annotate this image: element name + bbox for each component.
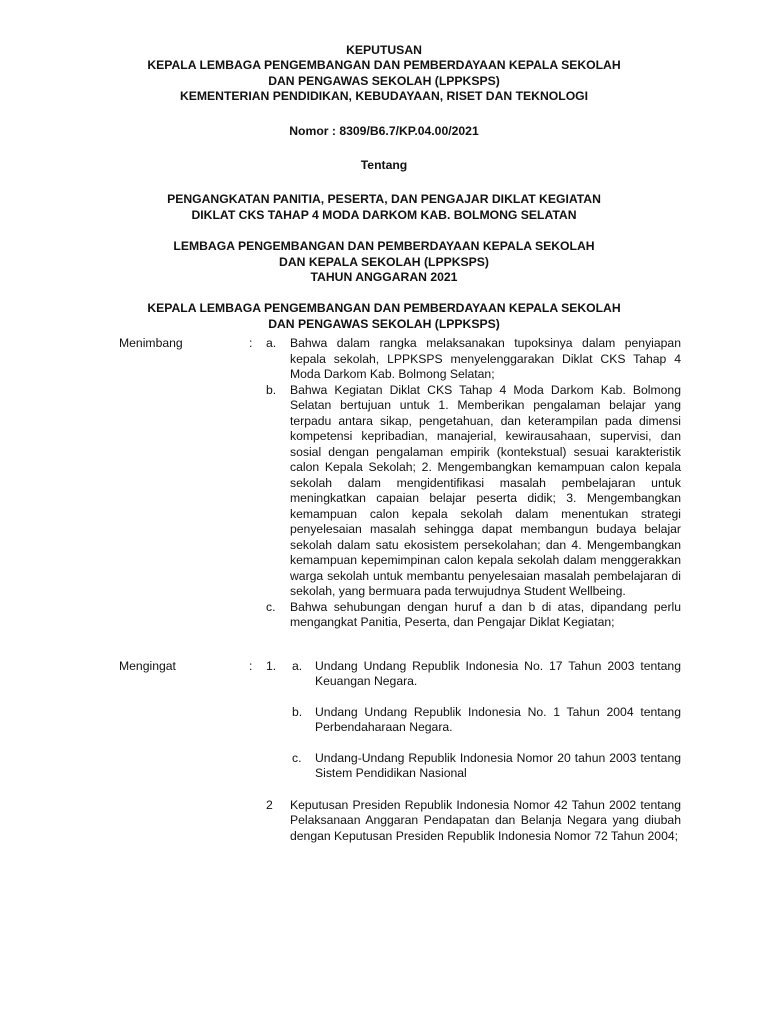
item-marker: c. [266,599,276,614]
item-marker: 1. [266,658,277,673]
header-line: KEPALA LEMBAGA PENGEMBANGAN DAN PEMBERDAYAAN KEPALA SEKOLAH [147,58,621,73]
subitem-marker: c. [292,750,302,765]
colon: : [249,336,253,350]
item-marker: 2 [266,797,273,812]
subitem-marker: b. [292,704,303,719]
colon: : [249,658,253,673]
document-body [119,336,681,844]
subject-line: PENGANGKATAN PANITIA, PESERTA, DAN PENGAJAR DIKLAT KEGIATAN [167,192,601,207]
item-text: Bahwa Kegiatan Diklat CKS Tahap 4 Moda Darkom Kab. Bolmong Selatan bertujuan untuk 1. Memberikan pengalaman belajar yang terpadu antara sikap, pengetahuan, dan keterampilan pada dimensi kompetensi kepribadian, manajerial, kewirausahaan, supervisi, dan sosial dengan pengalaman empirik (kontekstual) sesuai karakteristik calon Kepala Sekolah; 2. Mengembangkan kemampuan calon kepala sekolah dalam mengidentifikasi masalah pembelajaran untuk meningkatkan capaian belajar peserta didik; 3. Mengembangkan kemampuan calon kepala sekolah dalam menentukan strategi penyelesaian masalah sehingga dapat membangun budaya belajar sekolah dalam satu ekosistem persekolahan; dan 4. Mengembangkan kemampuan kepemimpinan calon kepala sekolah dalam menggerakkan warga sekolah untuk membantu penyelesaian masalah pembelajaran di sekolah, yang bermuara pada terwujudnya Student Wellbeing. [290,382,681,598]
document-header [0,43,768,332]
tentang-label: Tentang [360,158,408,173]
institution-line: DAN KEPALA SEKOLAH (LPPKSPS) [279,254,489,269]
institution-line: LEMBAGA PENGEMBANGAN DAN PEMBERDAYAAN KEPALA SEKOLAH [173,239,595,254]
decree-number: Nomor : 8309/B6.7/KP.04.00/2021 [289,123,479,138]
item-marker: b. [266,382,277,397]
menimbang-item-b [119,383,681,600]
institution-line: TAHUN ANGGARAN 2021 [310,270,458,285]
issuer-line: DAN PENGAWAS SEKOLAH (LPPKSPS) [268,316,500,331]
subject-line: DIKLAT CKS TAHAP 4 MODA DARKOM KAB. BOLMONG SELATAN [191,207,577,222]
mengingat-item-1a [119,659,681,690]
item-text: Keputusan Presiden Republik Indonesia Nomor 42 Tahun 2002 tentang Pelaksanaan Anggaran Pendapatan dan Belanja Negara yang diubah dengan Keputusan Presiden Republik Indonesia Nomor 72 Tahun 2004; [290,797,681,843]
item-marker: a. [266,336,277,350]
menimbang-label: Menimbang [119,336,183,350]
menimbang-item-a [119,336,681,383]
mengingat-label: Mengingat [119,658,176,673]
issuer-line: KEPALA LEMBAGA PENGEMBANGAN DAN PEMBERDAYAAN KEPALA SEKOLAH [147,301,621,316]
decree-title: KEPUTUSAN [346,43,422,57]
mengingat-item-1b [119,705,681,736]
header-line: DAN PENGAWAS SEKOLAH (LPPKSPS) [268,73,500,88]
subitem-text: Undang-Undang Republik Indonesia Nomor 20 tahun 2003 tentang Sistem Pendidikan Nasional [315,750,681,780]
item-text: Bahwa dalam rangka melaksanakan tupoksinya dalam penyiapan kepala sekolah, LPPKSPS menyelenggarakan Diklat CKS Tahap 4 Moda Darkom Kab. Bolmong Selatan; [290,336,681,381]
subitem-text: Undang Undang Republik Indonesia No. 1 Tahun 2004 tentang Perbendaharaan Negara. [315,704,681,734]
menimbang-item-c [119,600,681,631]
header-line: KEMENTERIAN PENDIDIKAN, KEBUDAYAAN, RISET DAN TEKNOLOGI [179,89,589,104]
subitem-text: Undang Undang Republik Indonesia No. 17 Tahun 2003 tentang Keuangan Negara. [315,658,681,688]
mengingat-item-1c [119,751,681,782]
mengingat-item-2 [119,798,681,845]
item-text: Bahwa sehubungan dengan huruf a dan b di atas, dipandang perlu mengangkat Panitia, Peserta, dan Pengajar Diklat Kegiatan; [290,599,681,629]
subitem-marker: a. [292,658,303,673]
